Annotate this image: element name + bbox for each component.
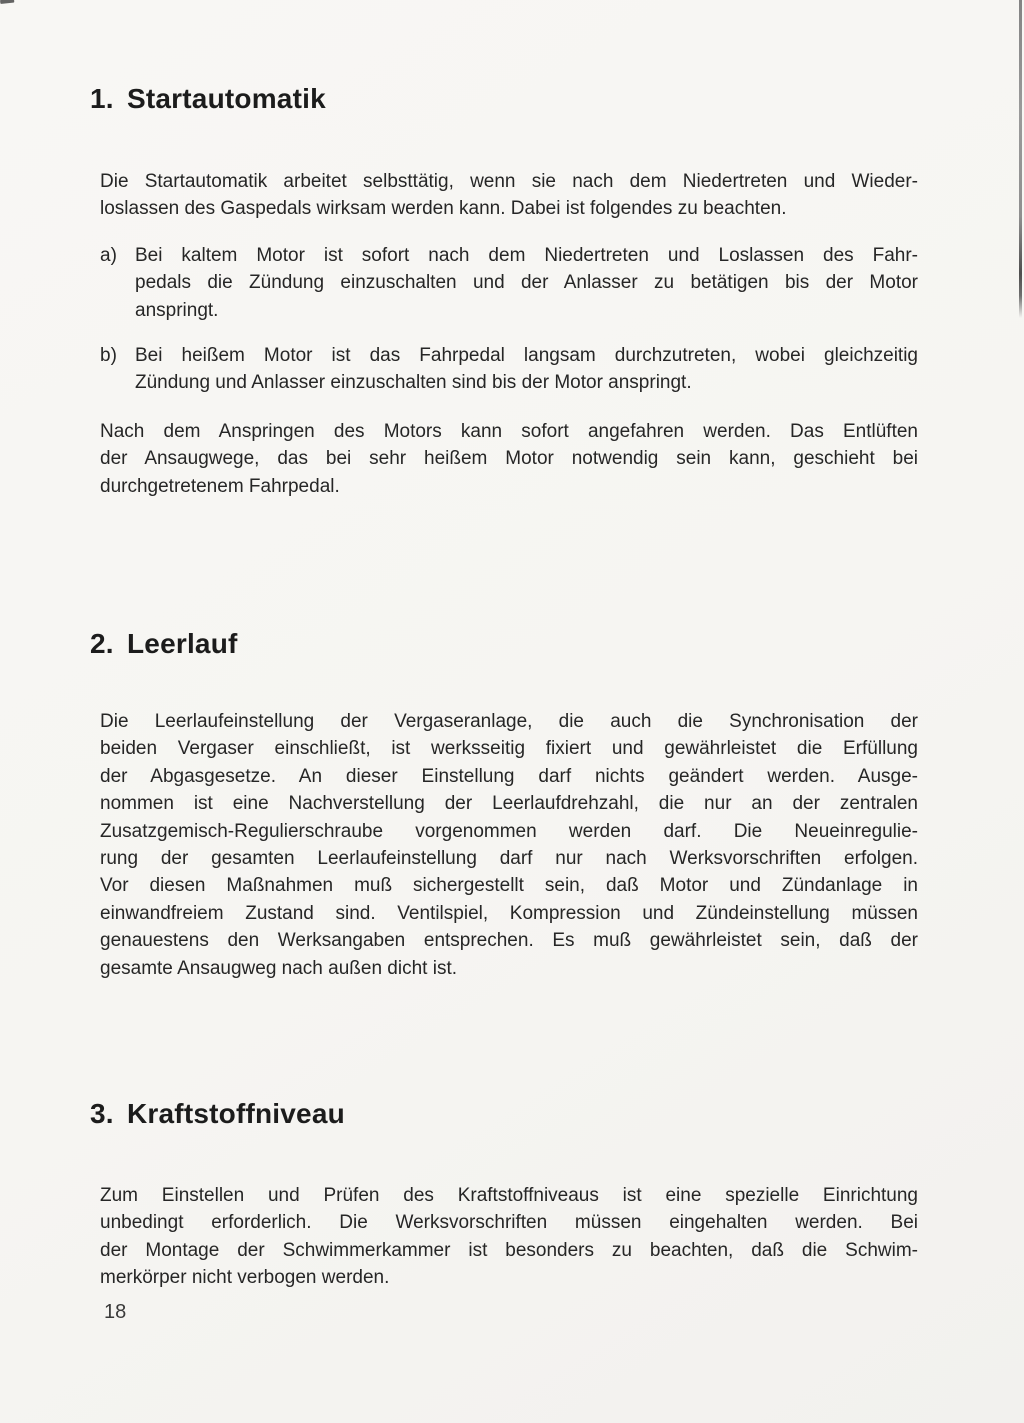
text-line: gesamte Ansaugweg nach außen dicht ist.	[100, 957, 458, 979]
section-1-heading	[90, 82, 326, 116]
section-3-heading	[90, 1097, 345, 1131]
page-number: 18	[104, 1301, 127, 1323]
section-1-title: Startautomatik	[127, 83, 326, 114]
text-line: Bei heißem Motor ist das Fahrpedal langsam durchzutreten, wobei gleichzeitig	[135, 345, 918, 366]
list-marker-b: b)	[100, 345, 117, 366]
text-line: nommen ist eine Nachverstellung der Leerlaufdrehzahl, die nur an der zentralen	[100, 793, 918, 815]
text-line: der Abgasgesetze. An dieser Einstellung darf nichts geändert werden. Ausge-	[100, 765, 918, 787]
section-3-paragraph	[100, 1182, 918, 1292]
section-2-title: Leerlauf	[127, 628, 238, 659]
text-line: Die Startautomatik arbeitet selbsttätig, wenn sie nach dem Niedertreten und Wieder-	[100, 171, 918, 192]
text-line: rung der gesamten Leerlaufeinstellung darf nur nach Werksvorschriften erfolgen.	[100, 848, 918, 870]
section-2-heading	[90, 627, 238, 661]
text-line: Die Leerlaufeinstellung der Vergaseranlage, die auch die Synchronisation der	[100, 711, 918, 732]
text-line: merkörper nicht verbogen werden.	[100, 1267, 390, 1289]
text-line: Vor diesen Maßnahmen muß sichergestellt sein, daß Motor und Zündanlage in	[100, 875, 918, 897]
text-line: der Montage der Schwimmerkammer ist besonders zu beachten, daß die Schwim-	[100, 1239, 918, 1261]
section-1-list-item-a	[100, 242, 918, 324]
scan-corner-artifact	[0, 0, 14, 4]
text-line: beiden Vergaser einschließt, ist werksseitig fixiert und gewährleistet die Erfüllung	[100, 738, 918, 760]
list-marker-a: a)	[100, 245, 117, 266]
text-line: Zusatzgemisch-Regulierschraube vorgenommen werden darf. Die Neueinregulie-	[100, 820, 918, 842]
section-1-number: 1.	[90, 83, 114, 114]
section-1-paragraph-1	[100, 168, 918, 223]
text-line: anspringt.	[135, 299, 219, 321]
text-line: unbedingt erforderlich. Die Werksvorschriften müssen eingehalten werden. Bei	[100, 1212, 918, 1234]
section-3-title: Kraftstoffniveau	[127, 1098, 345, 1129]
text-line: Zündung und Anlasser einzuschalten sind bis der Motor anspringt.	[135, 372, 692, 394]
text-line: einwandfreiem Zustand sind. Ventilspiel, Kompression und Zündeinstellung müssen	[100, 902, 918, 924]
scan-edge-artifact	[1019, 0, 1022, 318]
text-line: genauestens den Werksangaben entsprechen. Es muß gewährleistet sein, daß der	[100, 930, 918, 952]
text-line: loslassen des Gaspedals wirksam werden kann. Dabei ist folgendes zu beachten.	[100, 198, 787, 220]
section-1-paragraph-2	[100, 418, 918, 500]
text-line: Nach dem Anspringen des Motors kann sofort angefahren werden. Das Entlüften	[100, 421, 918, 442]
text-line: Bei kaltem Motor ist sofort nach dem Niedertreten und Loslassen des Fahr-	[135, 245, 918, 266]
section-3-number: 3.	[90, 1098, 114, 1129]
text-line: Zum Einstellen und Prüfen des Kraftstoffniveaus ist eine spezielle Einrichtung	[100, 1185, 918, 1206]
section-2-number: 2.	[90, 628, 114, 659]
section-2-paragraph	[100, 708, 918, 982]
section-1-list-item-b	[100, 342, 918, 397]
text-line: durchgetretenem Fahrpedal.	[100, 475, 340, 497]
text-line: der Ansaugwege, das bei sehr heißem Motor notwendig sein kann, geschieht bei	[100, 448, 918, 470]
text-line: pedals die Zündung einzuschalten und der Anlasser zu betätigen bis der Motor	[135, 272, 918, 294]
